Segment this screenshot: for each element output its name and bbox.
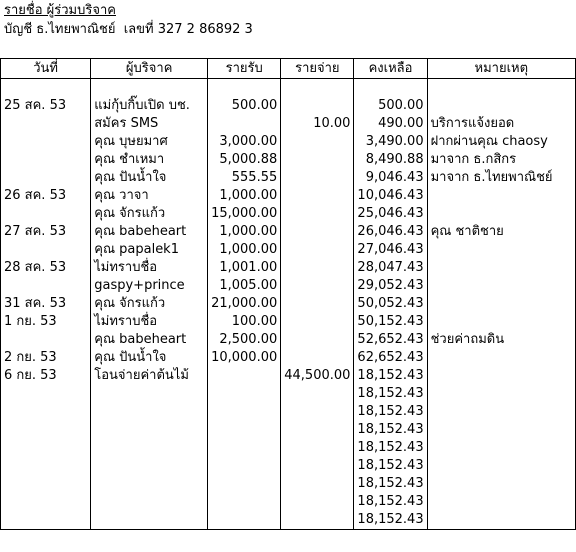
balance-cell[interactable]: 500.00: [354, 97, 427, 115]
header-row: [1, 59, 576, 79]
note-cell[interactable]: [427, 187, 575, 205]
date-cell[interactable]: [1, 151, 91, 169]
donor-cell[interactable]: [91, 403, 208, 421]
donor-cell[interactable]: คุณ บุษยมาศ: [91, 133, 208, 151]
account-info: [4, 21, 253, 39]
expense-cell[interactable]: [281, 97, 354, 115]
income-cell[interactable]: 1,001.00: [208, 259, 281, 277]
donor-cell[interactable]: คุณ babeheart: [91, 331, 208, 349]
balance-cell[interactable]: 28,047.43: [354, 259, 427, 277]
donor-cell[interactable]: คุณ babeheart: [91, 223, 208, 241]
income-cell[interactable]: 15,000.00: [208, 205, 281, 223]
balance-cell[interactable]: 18,152.43: [354, 457, 427, 475]
account-number: เลขที่ 327 2 86892 3: [123, 22, 253, 37]
column-header-expense[interactable]: รายจ่าย: [281, 59, 354, 79]
income-cell[interactable]: [208, 367, 281, 385]
date-cell[interactable]: [1, 421, 91, 439]
expense-cell[interactable]: [281, 457, 354, 475]
income-cell[interactable]: 500.00: [208, 97, 281, 115]
donor-cell[interactable]: แม่กุ้บกิ๊บเปิด บช.: [91, 97, 208, 115]
balance-cell[interactable]: 8,490.88: [354, 151, 427, 169]
table-row: [1, 367, 576, 385]
table-row: [1, 457, 576, 475]
balance-cell[interactable]: 26,046.43: [354, 223, 427, 241]
date-cell[interactable]: [1, 133, 91, 151]
date-cell[interactable]: [1, 277, 91, 295]
income-cell[interactable]: 2,500.00: [208, 331, 281, 349]
donor-cell[interactable]: คุณ ปันน้ำใจ: [91, 169, 208, 187]
date-cell[interactable]: 1 กย. 53: [1, 313, 91, 331]
date-cell[interactable]: [1, 331, 91, 349]
date-cell[interactable]: [1, 439, 91, 457]
table-row: [1, 295, 576, 313]
note-cell[interactable]: [427, 439, 575, 457]
income-cell[interactable]: [208, 475, 281, 493]
expense-cell[interactable]: [281, 133, 354, 151]
date-cell[interactable]: [1, 205, 91, 223]
note-cell[interactable]: [427, 511, 575, 530]
table-row: [1, 475, 576, 493]
column-header-balance[interactable]: คงเหลือ: [354, 59, 427, 79]
balance-cell[interactable]: 52,652.43: [354, 331, 427, 349]
income-cell[interactable]: [208, 115, 281, 133]
table-row: [1, 349, 576, 367]
balance-cell[interactable]: 18,152.43: [354, 475, 427, 493]
balance-cell[interactable]: 50,052.43: [354, 295, 427, 313]
note-cell[interactable]: [427, 421, 575, 439]
date-cell[interactable]: [1, 493, 91, 511]
table-row: [1, 511, 576, 530]
donor-cell[interactable]: คุณ จักรแก้ว: [91, 295, 208, 313]
income-cell[interactable]: 100.00: [208, 313, 281, 331]
expense-cell[interactable]: 44,500.00: [281, 367, 354, 385]
date-cell[interactable]: 27 สค. 53: [1, 223, 91, 241]
donor-cell[interactable]: [91, 511, 208, 530]
table-row: [1, 421, 576, 439]
balance-cell[interactable]: 9,046.43: [354, 169, 427, 187]
date-cell[interactable]: [1, 169, 91, 187]
donor-cell[interactable]: คุณ ชำเหมา: [91, 151, 208, 169]
note-cell[interactable]: [427, 277, 575, 295]
income-cell[interactable]: 1,005.00: [208, 277, 281, 295]
table-row: [1, 385, 576, 403]
expense-cell[interactable]: [281, 277, 354, 295]
sheet-title: รายชื่อ ผู้ร่วมบริจาค: [4, 3, 116, 18]
note-cell[interactable]: บริการแจ้งยอด: [427, 115, 575, 133]
table-cell[interactable]: [427, 79, 575, 98]
note-cell[interactable]: ฝากผ่านคุณ chaosy: [427, 133, 575, 151]
income-cell[interactable]: [208, 421, 281, 439]
balance-cell[interactable]: 18,152.43: [354, 403, 427, 421]
balance-cell[interactable]: 18,152.43: [354, 385, 427, 403]
note-cell[interactable]: [427, 205, 575, 223]
expense-cell[interactable]: [281, 421, 354, 439]
note-cell[interactable]: ช่วยค่าถมดิน: [427, 331, 575, 349]
expense-cell[interactable]: [281, 205, 354, 223]
date-cell[interactable]: [1, 115, 91, 133]
expense-cell[interactable]: [281, 493, 354, 511]
donor-cell[interactable]: [91, 439, 208, 457]
donor-cell[interactable]: โอนจ่ายค่าต้นไม้: [91, 367, 208, 385]
expense-cell[interactable]: [281, 313, 354, 331]
expense-cell[interactable]: [281, 385, 354, 403]
table-row: [1, 205, 576, 223]
income-cell[interactable]: [208, 385, 281, 403]
balance-cell[interactable]: 3,490.00: [354, 133, 427, 151]
table-row: [1, 403, 576, 421]
date-cell[interactable]: 26 สค. 53: [1, 187, 91, 205]
table-row: [1, 97, 576, 115]
note-cell[interactable]: [427, 457, 575, 475]
expense-cell[interactable]: [281, 223, 354, 241]
expense-cell[interactable]: [281, 259, 354, 277]
balance-cell[interactable]: 18,152.43: [354, 367, 427, 385]
income-cell[interactable]: [208, 511, 281, 530]
donor-cell[interactable]: [91, 385, 208, 403]
note-cell[interactable]: [427, 385, 575, 403]
table-cell[interactable]: [208, 79, 281, 98]
note-cell[interactable]: [427, 241, 575, 259]
balance-cell[interactable]: 50,152.43: [354, 313, 427, 331]
donor-cell[interactable]: ไม่ทราบชื่อ: [91, 313, 208, 331]
table-row: [1, 169, 576, 187]
table-row: [1, 187, 576, 205]
balance-cell[interactable]: 10,046.43: [354, 187, 427, 205]
balance-cell[interactable]: 18,152.43: [354, 493, 427, 511]
note-cell[interactable]: [427, 367, 575, 385]
date-cell[interactable]: 25 สค. 53: [1, 97, 91, 115]
table-row: [1, 223, 576, 241]
account-label: บัญชี ธ.ไทยพาณิชย์: [4, 22, 116, 37]
donation-table: [0, 58, 576, 530]
donor-cell[interactable]: [91, 421, 208, 439]
date-cell[interactable]: [1, 385, 91, 403]
income-cell[interactable]: 10,000.00: [208, 349, 281, 367]
expense-cell[interactable]: [281, 349, 354, 367]
table-row: [1, 313, 576, 331]
column-header-note[interactable]: หมายเหตุ: [427, 59, 575, 79]
expense-cell[interactable]: [281, 475, 354, 493]
date-cell[interactable]: 28 สค. 53: [1, 259, 91, 277]
income-cell[interactable]: 1,000.00: [208, 241, 281, 259]
income-cell[interactable]: [208, 439, 281, 457]
note-cell[interactable]: [427, 97, 575, 115]
date-cell[interactable]: [1, 475, 91, 493]
income-cell[interactable]: 21,000.00: [208, 295, 281, 313]
donor-cell[interactable]: คุณ papalek1: [91, 241, 208, 259]
expense-cell[interactable]: [281, 403, 354, 421]
balance-cell[interactable]: 490.00: [354, 115, 427, 133]
date-cell[interactable]: [1, 457, 91, 475]
income-cell[interactable]: 3,000.00: [208, 133, 281, 151]
table-cell[interactable]: [91, 79, 208, 98]
balance-cell[interactable]: 18,152.43: [354, 511, 427, 530]
donor-cell[interactable]: gaspy+prince: [91, 277, 208, 295]
table-row: [1, 241, 576, 259]
expense-cell[interactable]: [281, 295, 354, 313]
donor-cell[interactable]: [91, 493, 208, 511]
table-row: [1, 133, 576, 151]
date-cell[interactable]: [1, 241, 91, 259]
table-row: [1, 331, 576, 349]
date-cell[interactable]: [1, 511, 91, 530]
column-header-donor[interactable]: ผู้บริจาค: [91, 59, 208, 79]
income-cell[interactable]: 5,000.88: [208, 151, 281, 169]
note-cell[interactable]: [427, 403, 575, 421]
note-cell[interactable]: [427, 313, 575, 331]
donor-cell[interactable]: [91, 457, 208, 475]
table-cell[interactable]: [1, 79, 91, 98]
table-row: [1, 277, 576, 295]
date-cell[interactable]: [1, 403, 91, 421]
balance-cell[interactable]: 25,046.43: [354, 205, 427, 223]
table-cell[interactable]: [354, 79, 427, 98]
expense-cell[interactable]: [281, 241, 354, 259]
expense-cell[interactable]: [281, 187, 354, 205]
table-row: [1, 259, 576, 277]
table-row: [1, 493, 576, 511]
income-cell[interactable]: [208, 457, 281, 475]
note-cell[interactable]: [427, 349, 575, 367]
expense-cell[interactable]: [281, 439, 354, 457]
table-row: [1, 115, 576, 133]
expense-cell[interactable]: [281, 169, 354, 187]
donor-cell[interactable]: ไม่ทราบชื่อ: [91, 259, 208, 277]
donor-cell[interactable]: คุณ จักรแก้ว: [91, 205, 208, 223]
expense-cell[interactable]: 10.00: [281, 115, 354, 133]
income-cell[interactable]: [208, 403, 281, 421]
donor-cell[interactable]: สมัคร SMS: [91, 115, 208, 133]
donor-cell[interactable]: คุณ วาจา: [91, 187, 208, 205]
balance-cell[interactable]: 29,052.43: [354, 277, 427, 295]
balance-cell[interactable]: 18,152.43: [354, 421, 427, 439]
balance-cell[interactable]: 18,152.43: [354, 439, 427, 457]
table-row: [1, 439, 576, 457]
note-cell[interactable]: มาจาก ธ.ไทยพาณิชย์: [427, 169, 575, 187]
balance-cell[interactable]: 62,652.43: [354, 349, 427, 367]
table-cell[interactable]: [281, 79, 354, 98]
column-header-date[interactable]: วันที่: [1, 59, 91, 79]
expense-cell[interactable]: [281, 151, 354, 169]
income-cell[interactable]: 1,000.00: [208, 223, 281, 241]
income-cell[interactable]: 1,000.00: [208, 187, 281, 205]
blank-row: [1, 79, 576, 98]
note-cell[interactable]: [427, 259, 575, 277]
expense-cell[interactable]: [281, 331, 354, 349]
income-cell[interactable]: [208, 493, 281, 511]
date-cell[interactable]: 6 กย. 53: [1, 367, 91, 385]
note-cell[interactable]: [427, 493, 575, 511]
column-header-income[interactable]: รายรับ: [208, 59, 281, 79]
note-cell[interactable]: [427, 475, 575, 493]
donor-cell[interactable]: คุณ ปันน้ำใจ: [91, 349, 208, 367]
note-cell[interactable]: [427, 295, 575, 313]
note-cell[interactable]: คุณ ชาติชาย: [427, 223, 575, 241]
note-cell[interactable]: มาจาก ธ.กสิกร: [427, 151, 575, 169]
date-cell[interactable]: 2 กย. 53: [1, 349, 91, 367]
balance-cell[interactable]: 27,046.43: [354, 241, 427, 259]
donor-cell[interactable]: [91, 475, 208, 493]
income-cell[interactable]: 555.55: [208, 169, 281, 187]
expense-cell[interactable]: [281, 511, 354, 530]
date-cell[interactable]: 31 สค. 53: [1, 295, 91, 313]
table-row: [1, 151, 576, 169]
